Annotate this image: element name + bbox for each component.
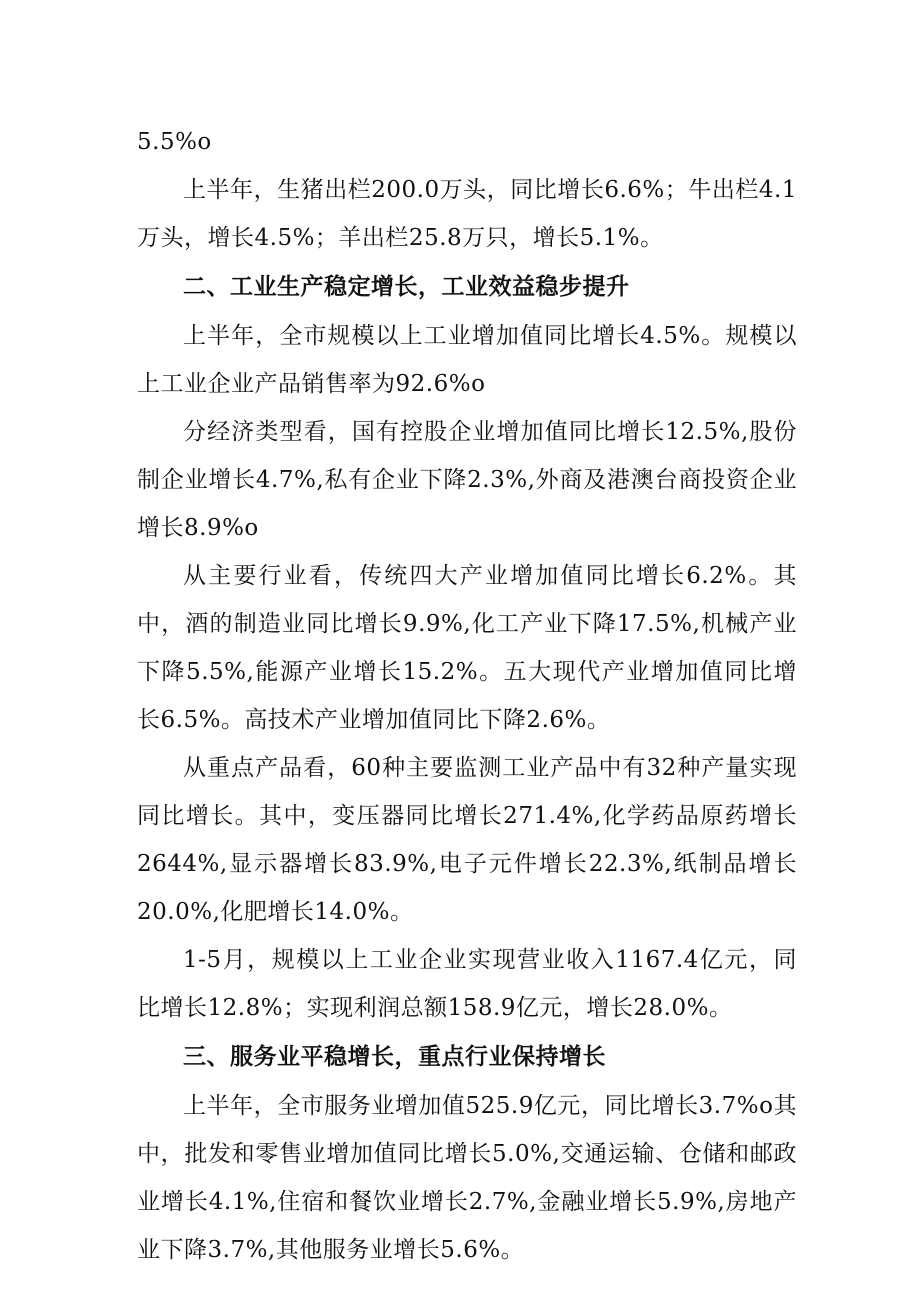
section-heading-industry: 二、工业生产稳定增长，工业效益稳步提升 bbox=[183, 274, 630, 300]
paragraph-enterprise-revenue: 1-5月，规模以上工业企业实现营业收入1167.4亿元，同比增长12.8%；实现利润总额158.9亿元，增长28.0%。 bbox=[137, 947, 797, 1021]
paragraph-key-products: 从重点产品看，60种主要监测工业产品中有32种产量实现同比增长。其中，变压器同比增长271.4%,化学药品原药增长2644%,显示器增长83.9%,电子元件增长22.3%,纸制品增长20.0%,化肥增长14.0%。 bbox=[137, 755, 797, 925]
section-heading-services: 三、服务业平稳增长，重点行业保持增长 bbox=[183, 1044, 606, 1070]
paragraph-industry-growth: 上半年，全市规模以上工业增加值同比增长4.5%。规模以上工业企业产品销售率为92.6%o bbox=[137, 323, 797, 397]
document-page bbox=[137, 118, 797, 1274]
paragraph-economic-type: 分经济类型看，国有控股企业增加值同比增长12.5%,股份制企业增长4.7%,私有企业下降2.3%,外商及港澳台商投资企业增长8.9%o bbox=[137, 419, 797, 541]
paragraph-services-growth: 上半年，全市服务业增加值525.9亿元，同比增长3.7%o其中，批发和零售业增加值同比增长5.0%,交通运输、仓储和邮政业增长4.1%,住宿和餐饮业增长2.7%,金融业增长5.9%,房地产业下降3.7%,其他服务业增长5.6%。 bbox=[137, 1093, 797, 1263]
paragraph-livestock: 上半年，生猪出栏200.0万头，同比增长6.6%；牛出栏4.1万头，增长4.5%；羊出栏25.8万只，增长5.1%。 bbox=[137, 177, 797, 251]
paragraph-continuation: 5.5%o bbox=[137, 129, 212, 155]
paragraph-main-industries: 从主要行业看，传统四大产业增加值同比增长6.2%。其中，酒的制造业同比增长9.9%,化工产业下降17.5%,机械产业下降5.5%,能源产业增长15.2%。五大现代产业增加值同比增长6.5%。高技术产业增加值同比下降2.6%。 bbox=[137, 563, 797, 733]
